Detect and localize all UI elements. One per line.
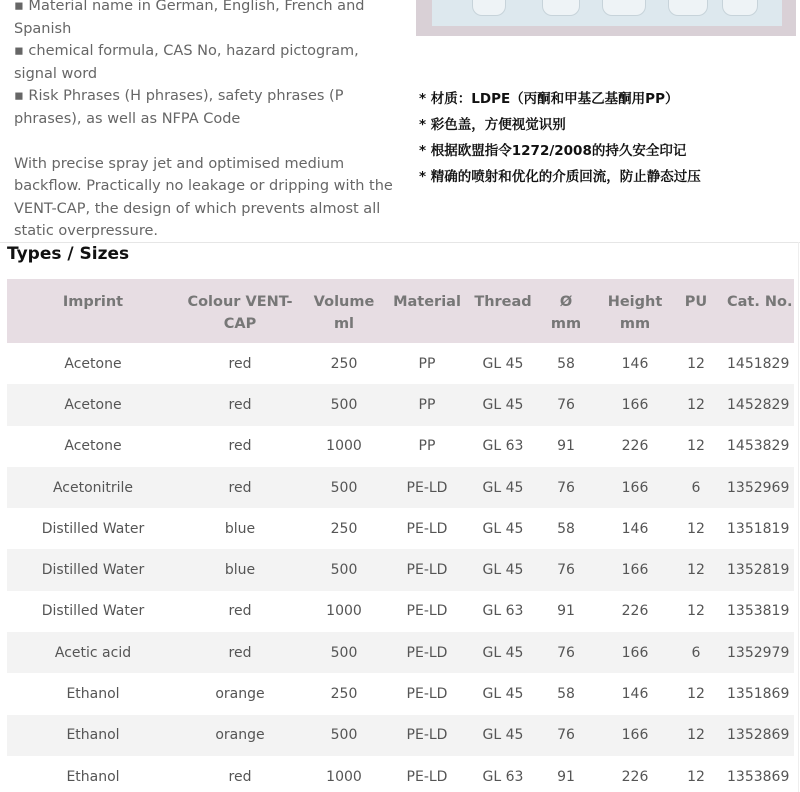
cell-thread: GL 45 [482, 686, 524, 703]
cell-material: PE-LD [406, 686, 448, 703]
description-line: ▪ Material name in German, English, French and [14, 0, 365, 14]
cell-volume: 500 [330, 396, 358, 413]
table-body [7, 343, 794, 792]
feature-item: * 彩色盖，方便视觉识别 [419, 117, 566, 133]
cell-thread: GL 63 [482, 603, 524, 620]
description-line: ▪ chemical formula, CAS No, hazard pictogram, [14, 43, 359, 60]
cell-colour: red [228, 603, 252, 620]
section-title: Types / Sizes [7, 244, 130, 264]
cell-imprint: Ethanol [66, 686, 120, 703]
cell-imprint: Distilled Water [41, 603, 145, 620]
chinese-feature-list [419, 86, 701, 190]
cell-material: PP [418, 438, 436, 455]
cell-height: 166 [621, 644, 649, 661]
paragraph-line: backflow. Practically no leakage or dripping with the [14, 178, 393, 195]
feature-item: * 材质：LDPE（丙酮和甲基乙基酮用PP） [419, 91, 679, 107]
cell-diameter: 76 [557, 727, 575, 744]
cell-volume: 250 [330, 520, 358, 537]
cell-colour: blue [224, 520, 256, 537]
cell-material: PE-LD [406, 562, 448, 579]
table-row [7, 591, 794, 632]
cell-cat-no: 1352869 [727, 727, 790, 744]
cell-material: PE-LD [406, 644, 448, 661]
column-header-cat-no: Cat. No. [727, 294, 793, 310]
cell-cat-no: 1352969 [727, 479, 790, 496]
cell-diameter: 76 [557, 396, 575, 413]
cell-height: 146 [621, 355, 649, 372]
cell-material: PE-LD [406, 520, 448, 537]
cell-height: 146 [621, 520, 649, 537]
cell-cat-no: 1453829 [727, 438, 790, 455]
cell-volume: 500 [330, 562, 358, 579]
cell-imprint: Acetonitrile [52, 479, 134, 496]
cell-diameter: 76 [557, 479, 575, 496]
cell-height: 166 [621, 479, 649, 496]
column-header-diameter: Ø mm [550, 294, 582, 332]
cell-cat-no: 1452829 [727, 396, 790, 413]
description-line: Spanish [14, 20, 72, 37]
cell-height: 166 [621, 727, 649, 744]
table-row [7, 673, 794, 714]
cell-pu: 12 [687, 438, 705, 455]
cell-height: 226 [621, 438, 649, 455]
cell-pu: 12 [687, 396, 705, 413]
cell-height: 166 [621, 396, 649, 413]
column-header-pu: PU [684, 294, 708, 310]
cell-colour: blue [224, 562, 256, 579]
feature-description [14, 0, 404, 243]
table-row [7, 549, 794, 590]
cell-cat-no: 1352979 [727, 644, 790, 661]
description-line: ▪ Risk Phrases (H phrases), safety phrases (P [14, 88, 344, 105]
cell-pu: 12 [687, 686, 705, 703]
paragraph-line: VENT-CAP, the design of which prevents almost all [14, 200, 381, 217]
table-row [7, 508, 794, 549]
column-header-imprint: Imprint [62, 294, 124, 310]
types-sizes-table [7, 279, 794, 792]
table-row [7, 384, 794, 425]
table-row [7, 756, 794, 792]
cell-imprint: Acetone [64, 438, 122, 455]
product-description-area [0, 0, 800, 243]
cell-diameter: 91 [557, 438, 575, 455]
table-header-row [7, 279, 794, 343]
cell-pu: 12 [687, 768, 705, 785]
table-row [7, 343, 794, 384]
cell-volume: 500 [330, 479, 358, 496]
cell-thread: GL 45 [482, 644, 524, 661]
cell-diameter: 76 [557, 644, 575, 661]
cell-thread: GL 45 [482, 479, 524, 496]
cell-thread: GL 45 [482, 727, 524, 744]
cell-volume: 1000 [326, 438, 362, 455]
cell-pu: 6 [691, 479, 701, 496]
cell-volume: 1000 [326, 768, 362, 785]
cell-material: PE-LD [406, 603, 448, 620]
cell-imprint: Acetic acid [54, 644, 132, 661]
cell-height: 146 [621, 686, 649, 703]
table-row [7, 632, 794, 673]
cell-cat-no: 1352819 [727, 562, 790, 579]
cell-thread: GL 45 [482, 520, 524, 537]
cell-diameter: 58 [557, 355, 575, 372]
right-border [798, 242, 799, 792]
cell-imprint: Ethanol [66, 727, 120, 744]
cell-imprint: Ethanol [66, 768, 120, 785]
cell-cat-no: 1353869 [727, 768, 790, 785]
column-header-colour: Colour VENT- CAP [187, 294, 293, 332]
cell-imprint: Acetone [64, 355, 122, 372]
cell-diameter: 58 [557, 686, 575, 703]
column-header-volume: Volume ml [313, 294, 375, 332]
description-line: phrases), as well as NFPA Code [14, 110, 241, 127]
cell-cat-no: 1351869 [727, 686, 790, 703]
cell-thread: GL 45 [482, 355, 524, 372]
column-header-material: Material [393, 294, 461, 310]
cell-thread: GL 63 [482, 768, 524, 785]
cell-volume: 500 [330, 644, 358, 661]
feature-item: * 根据欧盟指令1272/2008的持久安全印记 [419, 143, 687, 159]
cell-cat-no: 1353819 [727, 603, 790, 620]
cell-pu: 12 [687, 355, 705, 372]
cell-volume: 250 [330, 686, 358, 703]
cell-material: PE-LD [406, 479, 448, 496]
cell-diameter: 76 [557, 562, 575, 579]
cell-diameter: 91 [557, 603, 575, 620]
cell-thread: GL 45 [482, 562, 524, 579]
paragraph-line: static overpressure. [14, 223, 158, 240]
cell-pu: 12 [687, 520, 705, 537]
cell-colour: orange [215, 686, 265, 703]
cell-height: 226 [621, 768, 649, 785]
paragraph-line: With precise spray jet and optimised medium [14, 155, 345, 172]
table-row [7, 715, 794, 756]
cell-material: PP [418, 355, 436, 372]
cell-thread: GL 63 [482, 438, 524, 455]
cell-diameter: 91 [557, 768, 575, 785]
cell-material: PE-LD [406, 727, 448, 744]
cell-colour: red [228, 355, 252, 372]
cell-volume: 500 [330, 727, 358, 744]
cell-colour: red [228, 479, 252, 496]
cell-cat-no: 1451829 [727, 355, 790, 372]
cell-pu: 12 [687, 727, 705, 744]
cell-cat-no: 1351819 [727, 520, 790, 537]
description-line: signal word [14, 65, 98, 82]
column-header-height: Height mm [607, 294, 663, 332]
cell-height: 226 [621, 603, 649, 620]
cell-material: PP [418, 396, 436, 413]
cell-pu: 12 [687, 562, 705, 579]
cell-diameter: 58 [557, 520, 575, 537]
cell-colour: red [228, 644, 252, 661]
table-row [7, 426, 794, 467]
cell-imprint: Acetone [64, 396, 122, 413]
cell-volume: 250 [330, 355, 358, 372]
cell-colour: red [228, 438, 252, 455]
cell-colour: red [228, 396, 252, 413]
cell-material: PE-LD [406, 768, 448, 785]
cell-height: 166 [621, 562, 649, 579]
cell-imprint: Distilled Water [41, 520, 145, 537]
feature-item: * 精确的喷射和优化的介质回流，防止静态过压 [419, 169, 701, 185]
table-row [7, 467, 794, 508]
cell-colour: orange [215, 727, 265, 744]
column-header-thread: Thread [474, 294, 532, 310]
cell-volume: 1000 [326, 603, 362, 620]
cell-imprint: Distilled Water [41, 562, 145, 579]
cell-thread: GL 45 [482, 396, 524, 413]
section-divider [0, 242, 800, 243]
cell-colour: red [228, 768, 252, 785]
product-image [432, 0, 782, 26]
cell-pu: 12 [687, 603, 705, 620]
cell-pu: 6 [691, 644, 701, 661]
